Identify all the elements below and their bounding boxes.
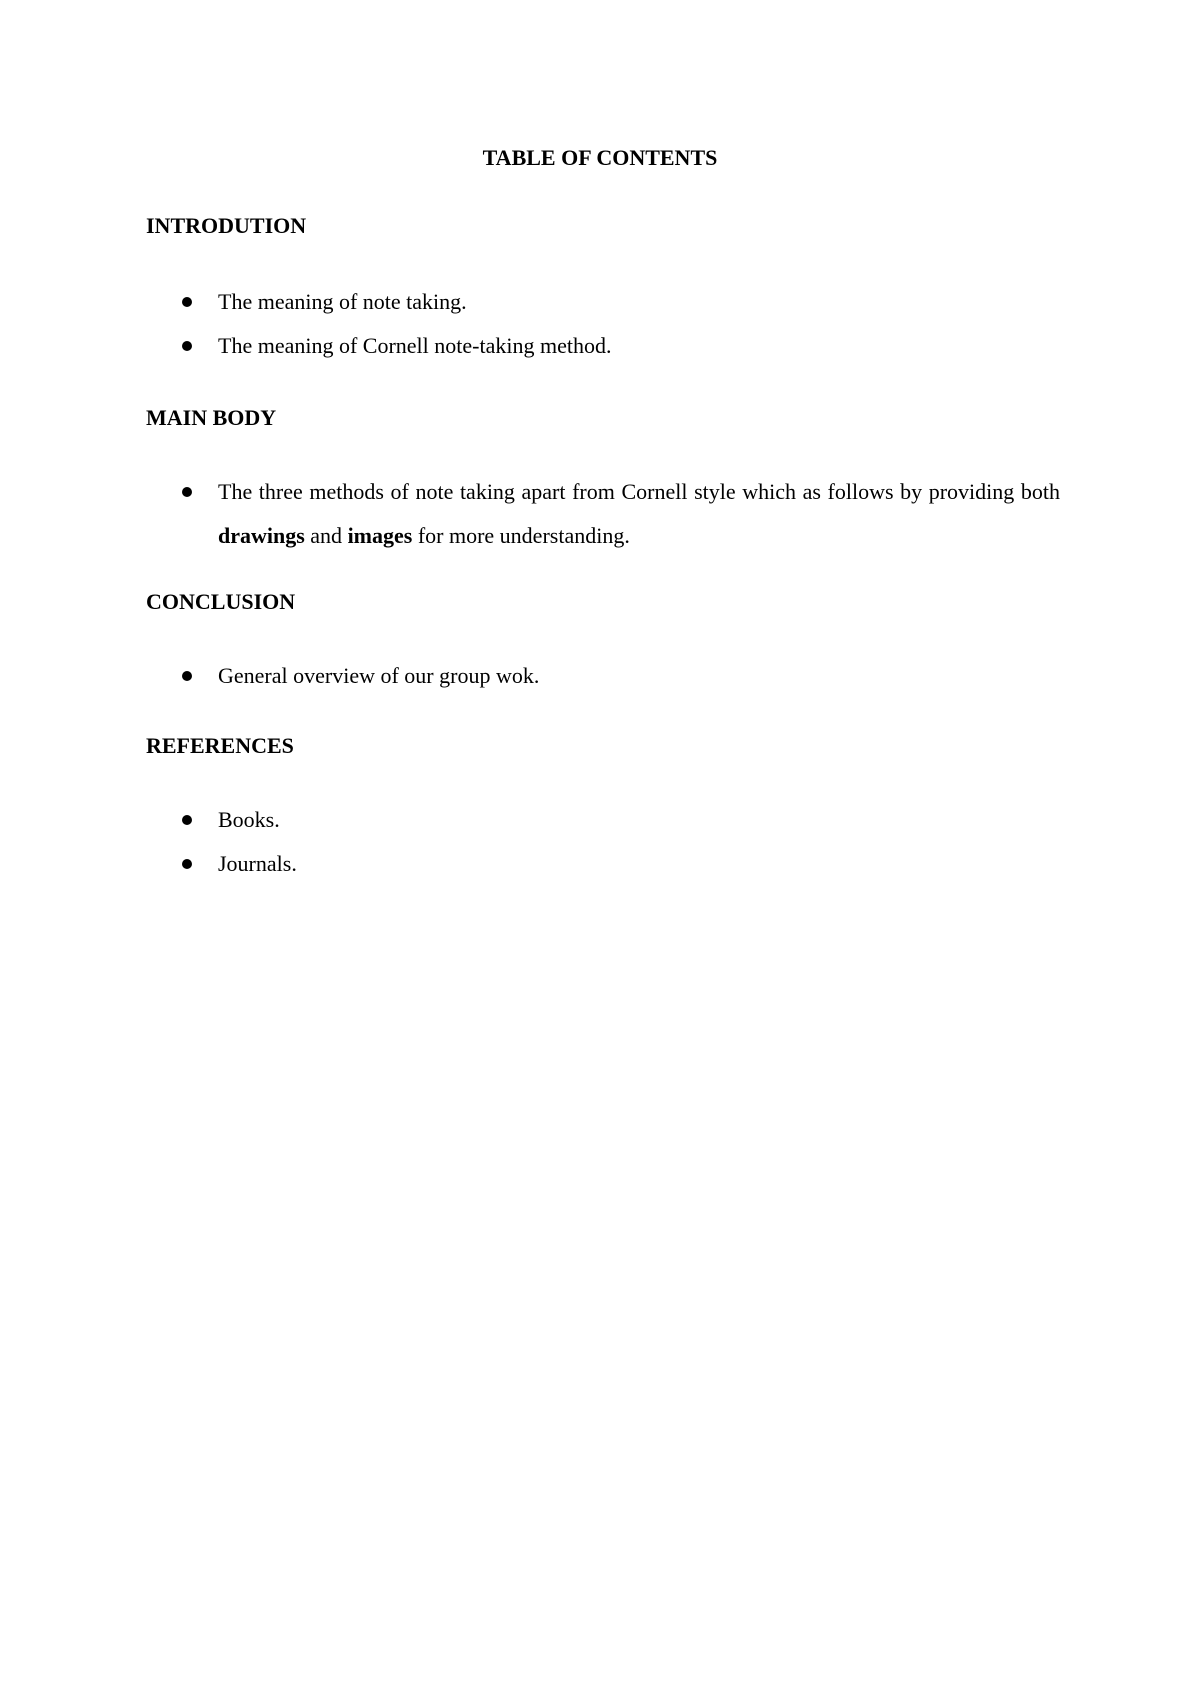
bullet-icon [182,859,192,869]
list-item-text-part: for more understanding. [412,523,630,548]
list-item-bold-term: images [347,523,413,548]
list-item-text: Journals. [218,851,297,876]
bullet-icon [182,815,192,825]
list-item-text-part: and [304,523,348,548]
section-heading-references: REFERENCES [146,733,294,758]
section-heading-conclusion: CONCLUSION [146,589,296,614]
list-item-text: The meaning of note taking. [218,289,467,314]
list-item-text [218,470,1060,558]
section-heading-main-body: MAIN BODY [146,405,277,430]
section-heading-introduction: INTRODUTION [146,213,307,238]
page-title: TABLE OF CONTENTS [482,145,718,170]
list-item-text: The meaning of Cornell note-taking method. [218,333,612,358]
list-item-bold-term: drawings [218,523,305,548]
list-item-text-part: The three methods of note taking apart from Cornell style which as follows by providing both [218,479,1060,504]
bullet-icon [182,297,192,307]
list-item-text: Books. [218,807,280,832]
bullet-icon [182,487,192,497]
bullet-icon [182,341,192,351]
bullet-icon [182,671,192,681]
list-item-text: General overview of our group wok. [218,663,540,688]
